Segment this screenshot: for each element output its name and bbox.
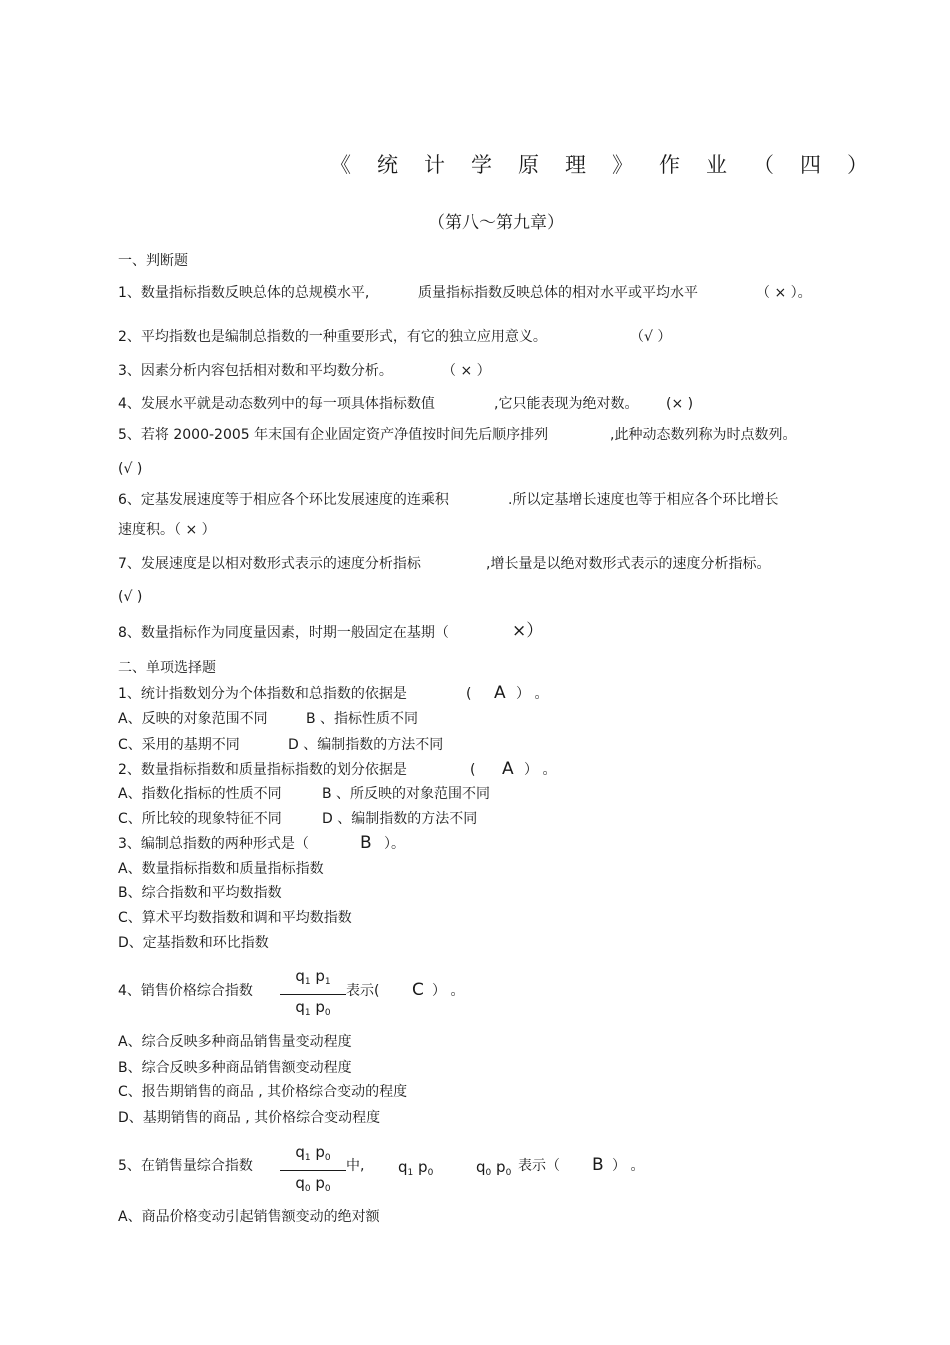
choice-q3-option-d: D、定基指数和环比指数 bbox=[118, 935, 269, 951]
choice-q4: 4、销售价格综合指数 bbox=[118, 983, 253, 999]
judgement-q7-part2: ,增长量是以绝对数形式表示的速度分析指标。 bbox=[486, 556, 771, 572]
choice-q4-option-a: A、综合反映多种商品销售量变动程度 bbox=[118, 1034, 352, 1050]
choice-q1-option-b: B 、指标性质不同 bbox=[306, 711, 419, 727]
choice-q5-option-a: A、商品价格变动引起销售额变动的绝对额 bbox=[118, 1209, 380, 1225]
choice-q2-option-d: D 、编制指数的方法不同 bbox=[322, 811, 478, 827]
choice-q5-end: 表示（ bbox=[518, 1158, 560, 1174]
judgement-q1-part1: 1、数量指标指数反映总体的总规模水平, bbox=[118, 285, 370, 301]
judgement-q3: 3、因素分析内容包括相对数和平均数分析。 bbox=[118, 363, 393, 379]
judgement-q1-part2: 质量指标指数反映总体的相对水平或平均水平 bbox=[418, 285, 698, 301]
judgement-q7-answer: (√ ) bbox=[118, 589, 143, 605]
choice-q1-close-paren: ） 。 bbox=[516, 686, 549, 702]
judgement-q2-answer: （√ ） bbox=[630, 329, 672, 345]
choice-q2-option-c: C、所比较的现象特征不同 bbox=[118, 811, 282, 827]
section-heading-judgement: 一、判断题 bbox=[118, 253, 188, 269]
choice-q4-close: ） 。 bbox=[432, 983, 465, 999]
term-q1p0: $q_1$ $p_0$ bbox=[398, 1158, 434, 1178]
choice-q4-mid: 表示( bbox=[346, 983, 380, 999]
choice-q3-option-c: C、算术平均数指数和调和平均数指数 bbox=[118, 910, 352, 926]
choice-q3-close: ）。 bbox=[384, 836, 405, 852]
choice-q1-answer: A bbox=[494, 683, 506, 703]
price-index-formula: $q_1$ $p_1$ $q_1$ $p_0$ bbox=[280, 966, 346, 1023]
choice-q1-option-d: D 、编制指数的方法不同 bbox=[288, 737, 444, 753]
choice-q1-option-c: C、采用的基期不同 bbox=[118, 737, 240, 753]
judgement-q6-part2: .所以定基增长速度也等于相应各个环比增长 bbox=[508, 492, 779, 508]
judgement-q6-part3: 速度积。（ × ） bbox=[118, 522, 216, 538]
quantity-index-formula: $q_1$ $p_0$ $q_0$ $p_0$ bbox=[280, 1142, 346, 1199]
choice-q3: 3、编制总指数的两种形式是（ bbox=[118, 836, 309, 852]
judgement-q7-part1: 7、发展速度是以相对数形式表示的速度分析指标 bbox=[118, 556, 421, 572]
judgement-q8-answer: ×） bbox=[512, 621, 544, 641]
choice-q3-option-b: B、综合指数和平均数指数 bbox=[118, 885, 282, 901]
choice-q2-option-a: A、指数化指标的性质不同 bbox=[118, 786, 282, 802]
section-heading-single-choice: 二、单项选择题 bbox=[118, 660, 216, 676]
judgement-q4-answer: (× ) bbox=[666, 396, 694, 412]
choice-q2-open-paren: ( bbox=[470, 762, 476, 778]
choice-q2-option-b: B 、所反映的对象范围不同 bbox=[322, 786, 491, 802]
choice-q4-option-d: D、基期销售的商品 , 其价格综合变动程度 bbox=[118, 1110, 381, 1126]
choice-q1-open-paren: ( bbox=[466, 686, 472, 702]
choice-q2: 2、数量指标指数和质量指标指数的划分依据是 bbox=[118, 762, 407, 778]
choice-q3-answer: B bbox=[360, 833, 372, 853]
judgement-q5-part2: ,此种动态数列称为时点数列。 bbox=[610, 427, 797, 443]
judgement-q2: 2、平均指数也是编制总指数的一种重要形式，有它的独立应用意义。 bbox=[118, 329, 547, 345]
choice-q4-option-b: B、综合反映多种商品销售额变动程度 bbox=[118, 1060, 352, 1076]
choice-q5-close: ） 。 bbox=[612, 1158, 645, 1174]
choice-q4-answer: C bbox=[412, 980, 424, 1000]
choice-q1-option-a: A、反映的对象范围不同 bbox=[118, 711, 268, 727]
choice-q1: 1、统计指数划分为个体指数和总指数的依据是 bbox=[118, 686, 407, 702]
choice-q5: 5、在销售量综合指数 bbox=[118, 1158, 253, 1174]
page-subtitle: （第八～第九章） bbox=[428, 213, 564, 233]
judgement-q5-part1: 5、若将 2000-2005 年末国有企业固定资产净值按时间先后顺序排列 bbox=[118, 427, 549, 443]
choice-q5-answer: B bbox=[592, 1155, 604, 1175]
judgement-q1-answer: （ × ）。 bbox=[756, 285, 812, 301]
judgement-q6-part1: 6、定基发展速度等于相应各个环比发展速度的连乘积 bbox=[118, 492, 449, 508]
choice-q3-option-a: A、数量指标指数和质量指标指数 bbox=[118, 861, 324, 877]
judgement-q4-part1: 4、发展水平就是动态数列中的每一项具体指标数值 bbox=[118, 396, 435, 412]
judgement-q4-part2: ,它只能表现为绝对数。 bbox=[494, 396, 639, 412]
choice-q4-option-c: C、报告期销售的商品 , 其价格综合变动的程度 bbox=[118, 1084, 408, 1100]
judgement-q3-answer: （ × ） bbox=[442, 363, 491, 379]
choice-q2-answer: A bbox=[502, 759, 514, 779]
choice-q2-close-paren: ） 。 bbox=[524, 762, 557, 778]
term-q0p0: $q_0$ $p_0$ bbox=[476, 1158, 512, 1178]
judgement-q8-part1: 8、数量指标作为同度量因素，时期一般固定在基期（ bbox=[118, 625, 449, 641]
choice-q5-mid: 中, bbox=[346, 1158, 365, 1174]
page-title: 《统计学原理》作业（四） bbox=[330, 153, 894, 177]
judgement-q5-answer: (√ ) bbox=[118, 461, 143, 477]
